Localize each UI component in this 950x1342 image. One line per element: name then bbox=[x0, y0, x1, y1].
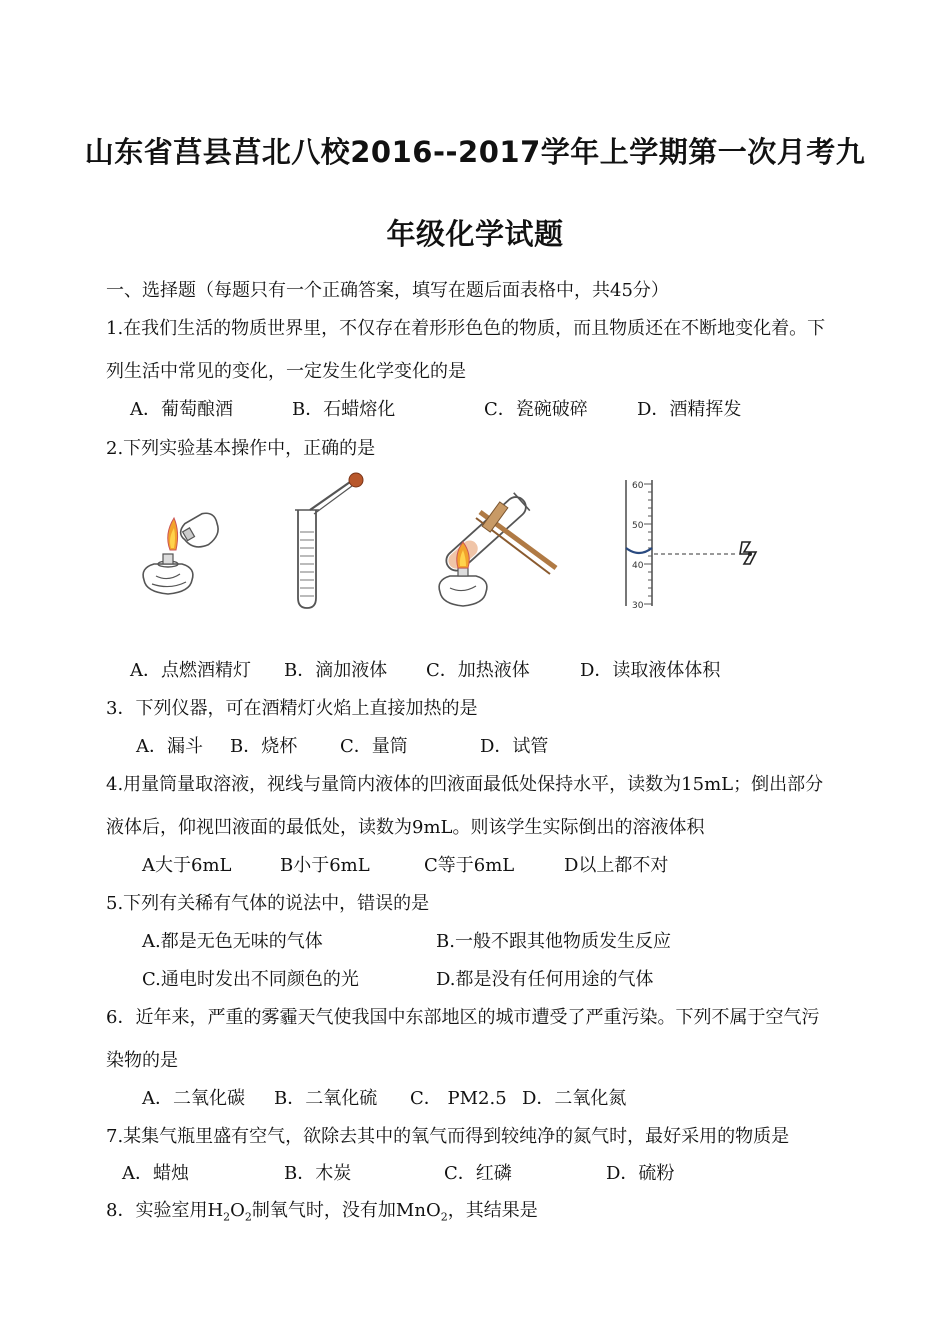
question-1-stem-1: 1.在我们生活的物质世界里，不仅存在着形形色色的物质，而且物质还在不断地变化着。下 bbox=[106, 318, 826, 339]
q2-option-d: D．读取液体体积 bbox=[580, 660, 721, 681]
heating-liquid-figure bbox=[420, 472, 570, 617]
q4-option-a: A大于6mL bbox=[142, 855, 232, 876]
q8-suffix: ，其结果是 bbox=[447, 1200, 538, 1221]
q1-option-d: D．酒精挥发 bbox=[637, 399, 742, 420]
q5-option-a: A.都是无色无味的气体 bbox=[142, 931, 323, 952]
title-line-1: 山东省莒县莒北八校2016--2017学年上学期第一次月考九 bbox=[84, 135, 866, 169]
q7-option-b: B．木炭 bbox=[284, 1163, 352, 1184]
q7-option-a: A．蜡烛 bbox=[122, 1163, 189, 1184]
q8-prefix: 8．实验室用H bbox=[106, 1200, 224, 1221]
q1-option-a: A．葡萄酿酒 bbox=[130, 399, 233, 420]
q5-option-c: C.通电时发出不同颜色的光 bbox=[142, 969, 359, 990]
cylinder-tick-60: 60 bbox=[632, 481, 644, 491]
q5-option-d: D.都是没有任何用途的气体 bbox=[436, 969, 654, 990]
q8-mid-2: 制氧气时，没有加MnO bbox=[251, 1200, 441, 1221]
q5-option-b: B.一般不跟其他物质发生反应 bbox=[436, 931, 671, 952]
q4-option-b: B小于6mL bbox=[280, 855, 370, 876]
question-6-stem-2: 染物的是 bbox=[106, 1050, 178, 1071]
q6-option-a: A．二氧化碳 bbox=[142, 1088, 245, 1109]
q7-option-c: C．红磷 bbox=[444, 1163, 512, 1184]
q2-option-c: C．加热液体 bbox=[426, 660, 530, 681]
q2-option-b: B．滴加液体 bbox=[284, 660, 388, 681]
q3-option-a: A．漏斗 bbox=[136, 736, 203, 757]
question-4-stem-2: 液体后，仰视凹液面的最低处，读数为9mL。则该学生实际倒出的溶液体积 bbox=[106, 817, 705, 838]
question-5-stem: 5.下列有关稀有气体的说法中，错误的是 bbox=[106, 893, 430, 914]
question-6-stem-1: 6．近年来，严重的雾霾天气使我国中东部地区的城市遭受了严重污染。下列不属于空气污 bbox=[106, 1007, 820, 1028]
q8-sub-1: 2 bbox=[223, 1210, 231, 1224]
q8-mid-1: O bbox=[230, 1200, 245, 1221]
q2-figures bbox=[120, 472, 800, 617]
q3-option-c: C．量筒 bbox=[340, 736, 408, 757]
question-7-stem: 7.某集气瓶里盛有空气，欲除去其中的氧气而得到较纯净的氮气时，最好采用的物质是 bbox=[106, 1126, 790, 1147]
question-3-stem: 3．下列仪器，可在酒精灯火焰上直接加热的是 bbox=[106, 698, 478, 719]
q6-option-c: C． PM2.5 bbox=[410, 1088, 507, 1109]
q3-option-d: D．试管 bbox=[480, 736, 549, 757]
cylinder-tick-40: 40 bbox=[632, 561, 644, 571]
question-4-stem-1: 4.用量筒量取溶液，视线与量筒内液体的凹液面最低处保持水平，读数为15mL；倒出部分 bbox=[106, 774, 824, 795]
q4-option-c: C等于6mL bbox=[424, 855, 515, 876]
q7-option-d: D．硫粉 bbox=[606, 1163, 675, 1184]
dropper-test-tube-figure bbox=[280, 472, 390, 617]
q6-option-b: B．二氧化硫 bbox=[274, 1088, 378, 1109]
lighting-alcohol-lamp-figure bbox=[130, 472, 240, 617]
question-1-stem-2: 列生活中常见的变化，一定发生化学变化的是 bbox=[106, 361, 466, 382]
cylinder-tick-30: 30 bbox=[632, 601, 644, 611]
title-line-2: 年级化学试题 bbox=[386, 217, 564, 251]
cylinder-tick-50: 50 bbox=[632, 521, 644, 531]
q4-option-d: D以上都不对 bbox=[564, 855, 669, 876]
graduated-cylinder-figure bbox=[610, 472, 790, 617]
q2-option-a: A．点燃酒精灯 bbox=[130, 660, 251, 681]
question-8-stem bbox=[106, 1196, 538, 1224]
q8-sub-2: 2 bbox=[244, 1210, 252, 1224]
q1-option-b: B．石蜡熔化 bbox=[292, 399, 396, 420]
q8-sub-3: 2 bbox=[440, 1210, 448, 1224]
q3-option-b: B．烧杯 bbox=[230, 736, 298, 757]
section-heading: 一、选择题（每题只有一个正确答案，填写在题后面表格中，共45分） bbox=[106, 280, 669, 301]
question-2-stem: 2.下列实验基本操作中，正确的是 bbox=[106, 438, 376, 459]
q1-option-c: C．瓷碗破碎 bbox=[484, 399, 588, 420]
q6-option-d: D．二氧化氮 bbox=[522, 1088, 627, 1109]
